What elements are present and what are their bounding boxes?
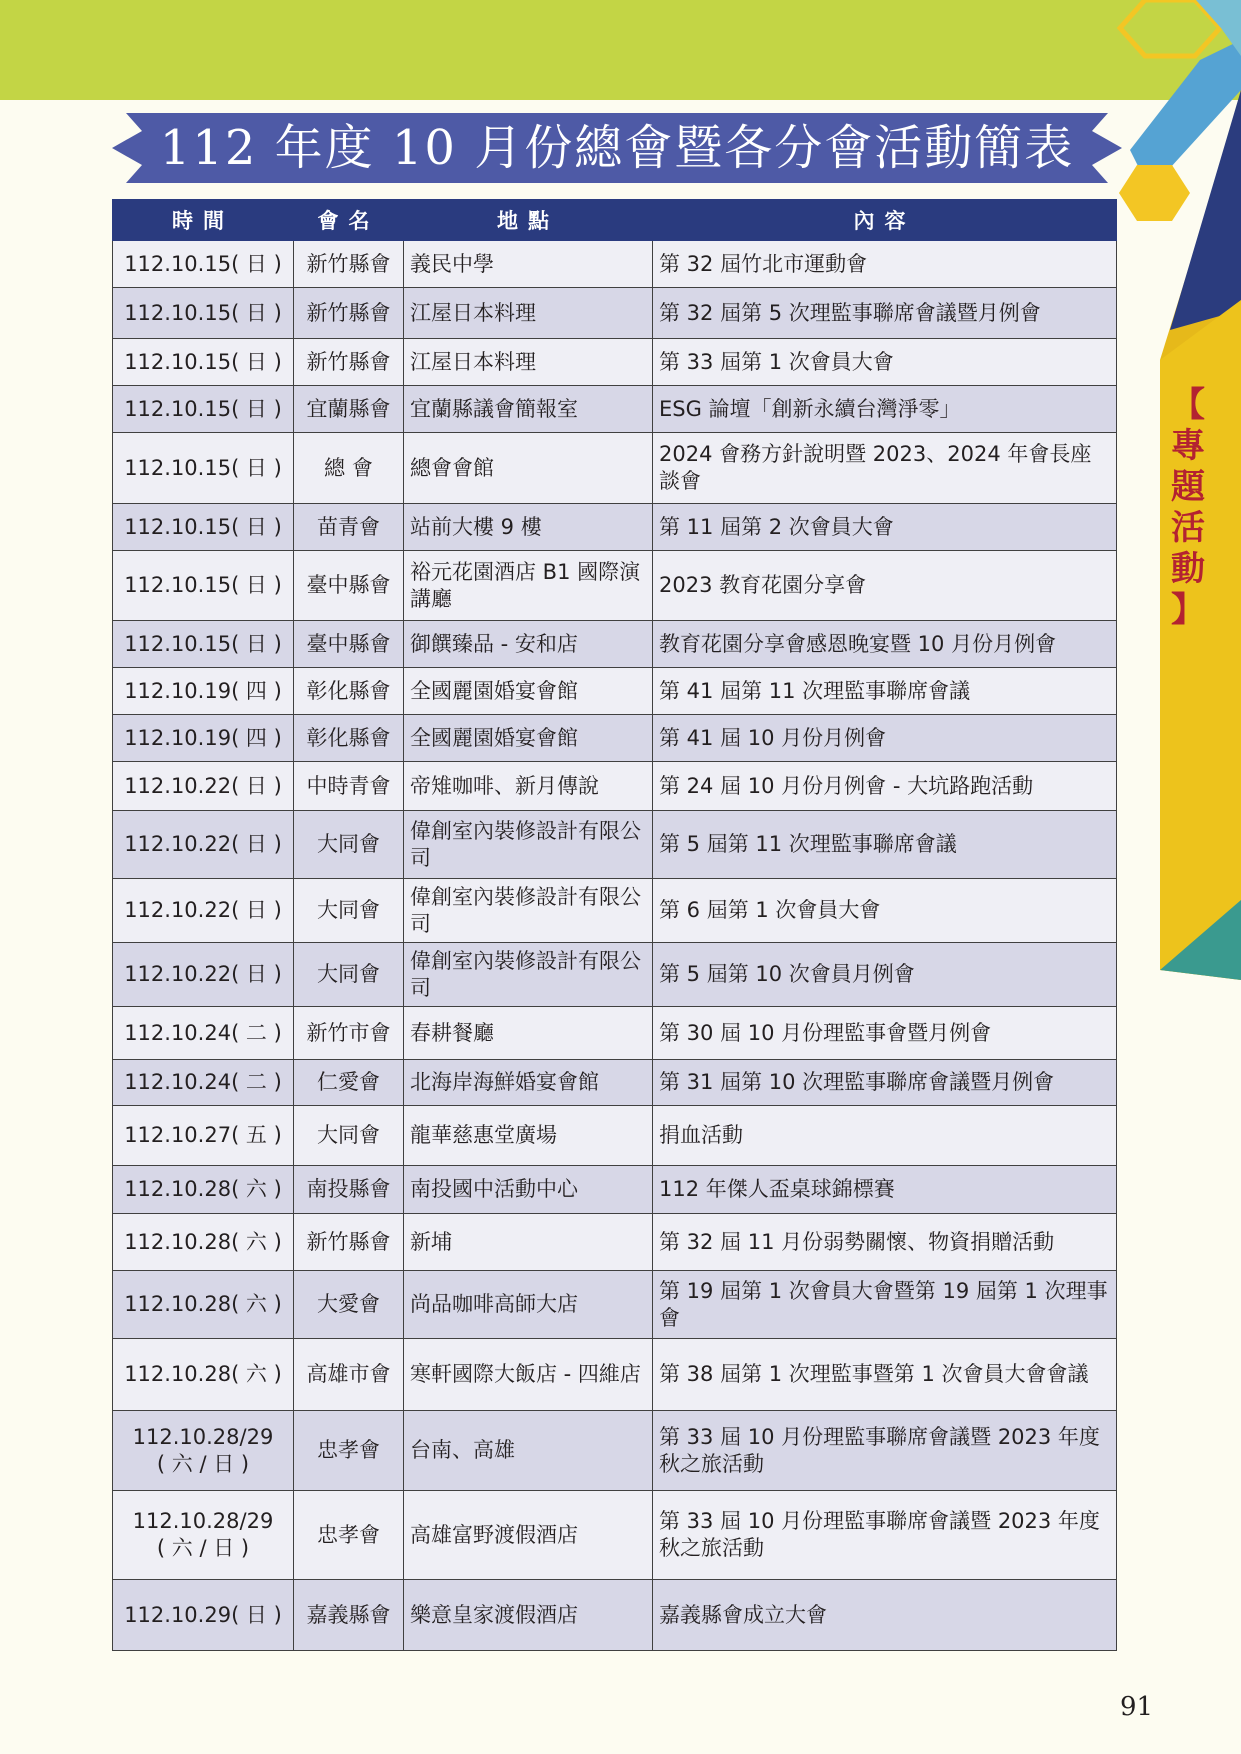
header-name: 會名	[294, 200, 404, 241]
cell-place: 站前大樓 9 樓	[404, 504, 653, 551]
cell-time: 112.10.15( 日 )	[113, 433, 294, 504]
table-row	[113, 943, 1117, 1007]
cell-time: 112.10.27( 五 )	[113, 1106, 294, 1166]
table-row	[113, 1166, 1117, 1214]
table-row	[113, 1339, 1117, 1411]
table-row	[113, 433, 1117, 504]
cell-time: 112.10.22( 日 )	[113, 943, 294, 1007]
cell-place: 御饌臻品 - 安和店	[404, 621, 653, 668]
cell-content: 第 33 屆 10 月份理監事聯席會議暨 2023 年度秋之旅活動	[653, 1491, 1117, 1580]
cell-name: 中時青會	[294, 762, 404, 811]
cell-place: 龍華慈惠堂廣場	[404, 1106, 653, 1166]
cell-place: 江屋日本料理	[404, 339, 653, 386]
side-tab-char: 【	[1171, 385, 1205, 425]
cell-place: 新埔	[404, 1214, 653, 1271]
cell-content: 2024 會務方針說明暨 2023、2024 年會長座談會	[653, 433, 1117, 504]
cell-time: 112.10.24( 二 )	[113, 1007, 294, 1060]
cell-content: 第 11 屆第 2 次會員大會	[653, 504, 1117, 551]
table-row	[113, 762, 1117, 811]
cell-content: 第 24 屆 10 月份月例會 - 大坑路跑活動	[653, 762, 1117, 811]
side-tab-char: 活	[1171, 508, 1205, 548]
page-title: 112 年度 10 月份總會暨各分會活動簡表	[159, 120, 1075, 176]
cell-name: 忠孝會	[294, 1491, 404, 1580]
cell-time: 112.10.15( 日 )	[113, 551, 294, 621]
table-row	[113, 1007, 1117, 1060]
cell-name: 高雄市會	[294, 1339, 404, 1411]
title-banner	[112, 113, 1122, 183]
cell-time: 112.10.19( 四 )	[113, 715, 294, 762]
cell-name: 大同會	[294, 811, 404, 879]
cell-name: 忠孝會	[294, 1411, 404, 1491]
cell-name: 大愛會	[294, 1271, 404, 1339]
cell-place: 寒軒國際大飯店 - 四維店	[404, 1339, 653, 1411]
cell-place: 高雄富野渡假酒店	[404, 1491, 653, 1580]
table-row	[113, 288, 1117, 339]
cell-name: 彰化縣會	[294, 668, 404, 715]
cell-content: 嘉義縣會成立大會	[653, 1580, 1117, 1651]
cell-content: 第 30 屆 10 月份理監事會暨月例會	[653, 1007, 1117, 1060]
cell-place: 台南、高雄	[404, 1411, 653, 1491]
side-tab-char: 】	[1171, 590, 1205, 630]
cell-name: 南投縣會	[294, 1166, 404, 1214]
table-row	[113, 668, 1117, 715]
table-row	[113, 621, 1117, 668]
table-header-row	[113, 200, 1117, 241]
cell-time-weekday: ( 六 / 日 )	[156, 1536, 250, 1560]
cell-time: 112.10.24( 二 )	[113, 1060, 294, 1106]
cell-place: 全國麗園婚宴會館	[404, 715, 653, 762]
cell-content: 第 32 屆竹北市運動會	[653, 241, 1117, 288]
table-row	[113, 386, 1117, 433]
cell-time: 112.10.15( 日 )	[113, 621, 294, 668]
cell-name: 苗青會	[294, 504, 404, 551]
cell-content: 第 19 屆第 1 次會員大會暨第 19 屆第 1 次理事會	[653, 1271, 1117, 1339]
cell-name: 大同會	[294, 943, 404, 1007]
side-tab-char: 題	[1171, 467, 1205, 507]
table-row	[113, 339, 1117, 386]
cell-time: 112.10.22( 日 )	[113, 811, 294, 879]
cell-time: 112.10.15( 日 )	[113, 288, 294, 339]
activity-table	[112, 199, 1117, 1651]
cell-place: 樂意皇家渡假酒店	[404, 1580, 653, 1651]
cell-content: 第 5 屆第 11 次理監事聯席會議	[653, 811, 1117, 879]
side-tab-char: 動	[1171, 549, 1205, 589]
cell-content: 捐血活動	[653, 1106, 1117, 1166]
cell-content: 第 5 屆第 10 次會員月例會	[653, 943, 1117, 1007]
cell-time: 112.10.15( 日 )	[113, 339, 294, 386]
table-row	[113, 1491, 1117, 1580]
cell-place: 全國麗園婚宴會館	[404, 668, 653, 715]
cell-place: 宜蘭縣議會簡報室	[404, 386, 653, 433]
table-row	[113, 715, 1117, 762]
table-row	[113, 879, 1117, 943]
section-tab	[1162, 385, 1214, 631]
header-place: 地點	[404, 200, 653, 241]
cell-time: 112.10.19( 四 )	[113, 668, 294, 715]
cell-name: 臺中縣會	[294, 551, 404, 621]
cell-name: 新竹縣會	[294, 339, 404, 386]
cell-place: 南投國中活動中心	[404, 1166, 653, 1214]
cell-content: 第 6 屆第 1 次會員大會	[653, 879, 1117, 943]
cell-place: 總會會館	[404, 433, 653, 504]
cell-content: 第 33 屆第 1 次會員大會	[653, 339, 1117, 386]
cell-time: 112.10.15( 日 )	[113, 241, 294, 288]
header-content: 內容	[653, 200, 1117, 241]
cell-name: 新竹縣會	[294, 1214, 404, 1271]
table-row	[113, 551, 1117, 621]
header-time: 時間	[113, 200, 294, 241]
cell-content: 第 33 屆 10 月份理監事聯席會議暨 2023 年度秋之旅活動	[653, 1411, 1117, 1491]
cell-time: 112.10.28( 六 )	[113, 1271, 294, 1339]
cell-time: 112.10.28( 六 )	[113, 1214, 294, 1271]
cell-content: 教育花園分享會感恩晚宴暨 10 月份月例會	[653, 621, 1117, 668]
cell-content: 第 38 屆第 1 次理監事暨第 1 次會員大會會議	[653, 1339, 1117, 1411]
cell-time	[113, 1411, 294, 1491]
cell-content: 第 32 屆 11 月份弱勢關懷、物資捐贈活動	[653, 1214, 1117, 1271]
cell-time: 112.10.15( 日 )	[113, 386, 294, 433]
cell-content: ESG 論壇「創新永續台灣淨零」	[653, 386, 1117, 433]
cell-place: 帝雉咖啡、新月傳說	[404, 762, 653, 811]
cell-time: 112.10.22( 日 )	[113, 879, 294, 943]
cell-place: 江屋日本料理	[404, 288, 653, 339]
cell-time: 112.10.15( 日 )	[113, 504, 294, 551]
cell-content: 112 年傑人盃桌球錦標賽	[653, 1166, 1117, 1214]
table-row	[113, 1271, 1117, 1339]
cell-time-date: 112.10.28/29	[132, 1424, 274, 1449]
cell-place: 春耕餐廳	[404, 1007, 653, 1060]
table-row	[113, 241, 1117, 288]
cell-place: 偉創室內裝修設計有限公司	[404, 943, 653, 1007]
table-row	[113, 1214, 1117, 1271]
table-row	[113, 1411, 1117, 1491]
page-number: 91	[1120, 1692, 1154, 1722]
cell-place: 尚品咖啡高師大店	[404, 1271, 653, 1339]
table-row	[113, 811, 1117, 879]
cell-place: 北海岸海鮮婚宴會館	[404, 1060, 653, 1106]
cell-name: 仁愛會	[294, 1060, 404, 1106]
cell-content: 第 32 屆第 5 次理監事聯席會議暨月例會	[653, 288, 1117, 339]
cell-time	[113, 1491, 294, 1580]
cell-time-date: 112.10.28/29	[132, 1509, 274, 1533]
cell-name: 宜蘭縣會	[294, 386, 404, 433]
cell-place: 偉創室內裝修設計有限公司	[404, 811, 653, 879]
cell-place: 義民中學	[404, 241, 653, 288]
cell-name: 臺中縣會	[294, 621, 404, 668]
cell-name: 新竹縣會	[294, 288, 404, 339]
cell-name: 彰化縣會	[294, 715, 404, 762]
table-row	[113, 504, 1117, 551]
cell-name: 新竹縣會	[294, 241, 404, 288]
cell-time-weekday: ( 六 / 日 )	[156, 1451, 250, 1476]
cell-content: 第 41 屆第 11 次理監事聯席會議	[653, 668, 1117, 715]
cell-name: 總 會	[294, 433, 404, 504]
cell-place: 偉創室內裝修設計有限公司	[404, 879, 653, 943]
cell-name: 新竹市會	[294, 1007, 404, 1060]
cell-place: 裕元花園酒店 B1 國際演講廳	[404, 551, 653, 621]
cell-name: 大同會	[294, 1106, 404, 1166]
table-row	[113, 1060, 1117, 1106]
cell-content: 2023 教育花園分享會	[653, 551, 1117, 621]
yellow-hexagon-icon	[1119, 165, 1190, 221]
cell-time: 112.10.28( 六 )	[113, 1166, 294, 1214]
cell-content: 第 31 屆第 10 次理監事聯席會議暨月例會	[653, 1060, 1117, 1106]
table-row	[113, 1106, 1117, 1166]
cell-time: 112.10.22( 日 )	[113, 762, 294, 811]
cell-content: 第 41 屆 10 月份月例會	[653, 715, 1117, 762]
cell-name: 大同會	[294, 879, 404, 943]
cell-name: 嘉義縣會	[294, 1580, 404, 1651]
side-tab-char: 專	[1171, 426, 1205, 466]
cell-time: 112.10.29( 日 )	[113, 1580, 294, 1651]
cell-time: 112.10.28( 六 )	[113, 1339, 294, 1411]
table-row	[113, 1580, 1117, 1651]
